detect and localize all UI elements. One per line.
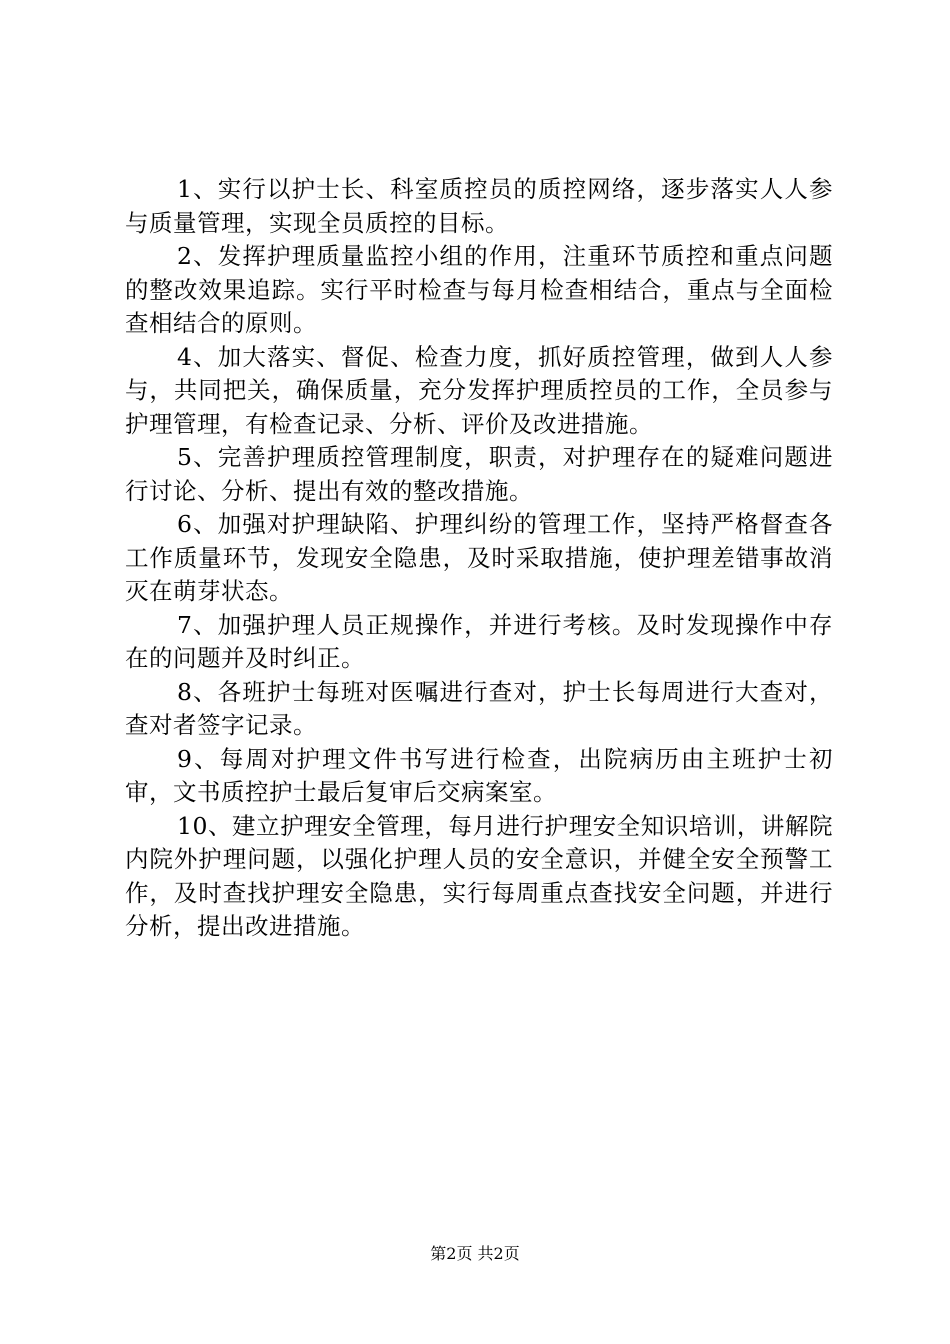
paragraph-6: 6、加强对护理缺陷、护理纠纷的管理工作，坚持严格督查各工作质量环节，发现安全隐患，及时采取措施，使护理差错事故消灭在萌芽状态。 bbox=[125, 510, 833, 605]
paragraph-4: 4、加大落实、督促、检查力度，抓好质控管理，做到人人参与，共同把关，确保质量，充分发挥护理质控员的工作，全员参与护理管理，有检查记录、分析、评价及改进措施。 bbox=[125, 342, 833, 438]
paragraph-2: 2、发挥护理质量监控小组的作用，注重环节质控和重点问题的整改效果追踪。实行平时检查与每月检查相结合，重点与全面检查相结合的原则。 bbox=[125, 242, 833, 337]
paragraph-10: 10、建立护理安全管理，每月进行护理安全知识培训，讲解院内院外护理问题，以强化护理人员的安全意识，并健全安全预警工作，及时查找护理安全隐患，实行每周重点查找安全问题，并进行分析，提出改进措施。 bbox=[125, 811, 833, 940]
paragraph-7: 7、加强护理人员正规操作，并进行考核。及时发现操作中存在的问题并及时纠正。 bbox=[125, 610, 833, 672]
page-total: 共2页 bbox=[477, 1244, 520, 1263]
paragraph-5: 5、完善护理质控管理制度，职责，对护理存在的疑难问题进行讨论、分析、提出有效的整改措施。 bbox=[125, 443, 833, 505]
document-body bbox=[125, 173, 833, 944]
page-number: 第2页 bbox=[430, 1244, 473, 1263]
paragraph-9: 9、每周对护理文件书写进行检查，出院病历由主班护士初审，文书质控护士最后复审后交病案室。 bbox=[125, 744, 833, 806]
paragraph-8: 8、各班护士每班对医嘱进行查对，护士长每周进行大查对，查对者签字记录。 bbox=[125, 677, 833, 739]
page-footer bbox=[0, 1244, 950, 1264]
paragraph-1: 1、实行以护士长、科室质控员的质控网络，逐步落实人人参与质量管理，实现全员质控的目标。 bbox=[125, 175, 833, 237]
